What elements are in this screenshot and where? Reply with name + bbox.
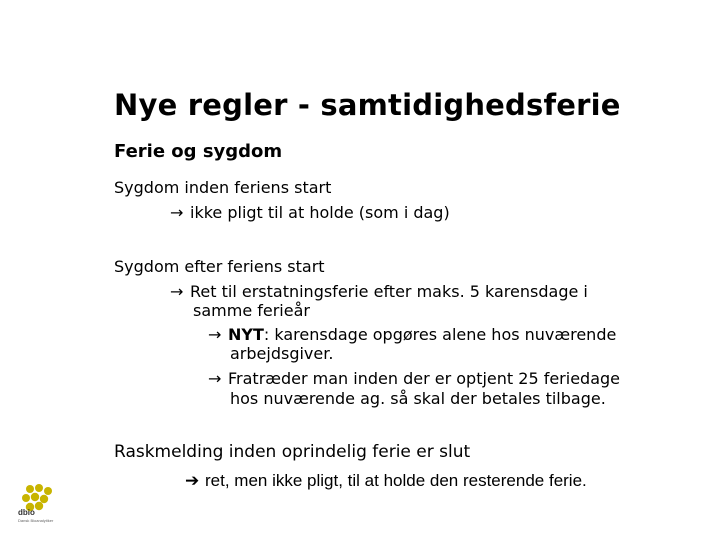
section2-line1 — [170, 282, 588, 302]
section1-line — [170, 203, 450, 223]
section2-text3: Fratræder man inden der er optjent 25 feriedage — [228, 369, 621, 388]
section2-text1: Ret til erstatningsferie efter maks. 5 karensdage i — [190, 282, 588, 301]
section2-text2b: arbejdsgiver. — [230, 344, 334, 363]
bold-arrow-right-icon: ➔ — [185, 471, 200, 490]
section2-heading: Sygdom efter feriens start — [114, 257, 325, 276]
section1-text: ikke pligt til at holde (som i dag) — [190, 203, 450, 222]
logo-name: dbio — [18, 508, 35, 517]
nyt-label: NYT — [228, 325, 264, 344]
arrow-right-icon: → — [170, 203, 184, 222]
section3-text: ret, men ikke pligt, til at holde den resterende ferie. — [205, 471, 587, 490]
section2-line3 — [208, 369, 620, 389]
section1-heading: Sygdom inden feriens start — [114, 178, 332, 197]
slide-title: Nye regler - samtidighedsferie — [114, 88, 621, 122]
section3-heading: Raskmelding inden oprindelig ferie er slut — [114, 442, 471, 462]
arrow-right-icon: → — [170, 282, 184, 301]
logo-tagline: Dansk Bioanalytiker — [18, 518, 54, 523]
section3-line — [185, 471, 587, 491]
section2-text2: : karensdage opgøres alene hos nuværende — [263, 325, 617, 344]
arrow-right-icon: → — [208, 325, 222, 344]
slide-subtitle: Ferie og sygdom — [114, 141, 283, 162]
section2-text3b: hos nuværende ag. så skal der betales tilbage. — [230, 389, 606, 408]
section2-line2 — [208, 325, 616, 345]
arrow-right-icon: → — [208, 369, 222, 388]
section2-text1b: samme ferieår — [193, 301, 310, 320]
